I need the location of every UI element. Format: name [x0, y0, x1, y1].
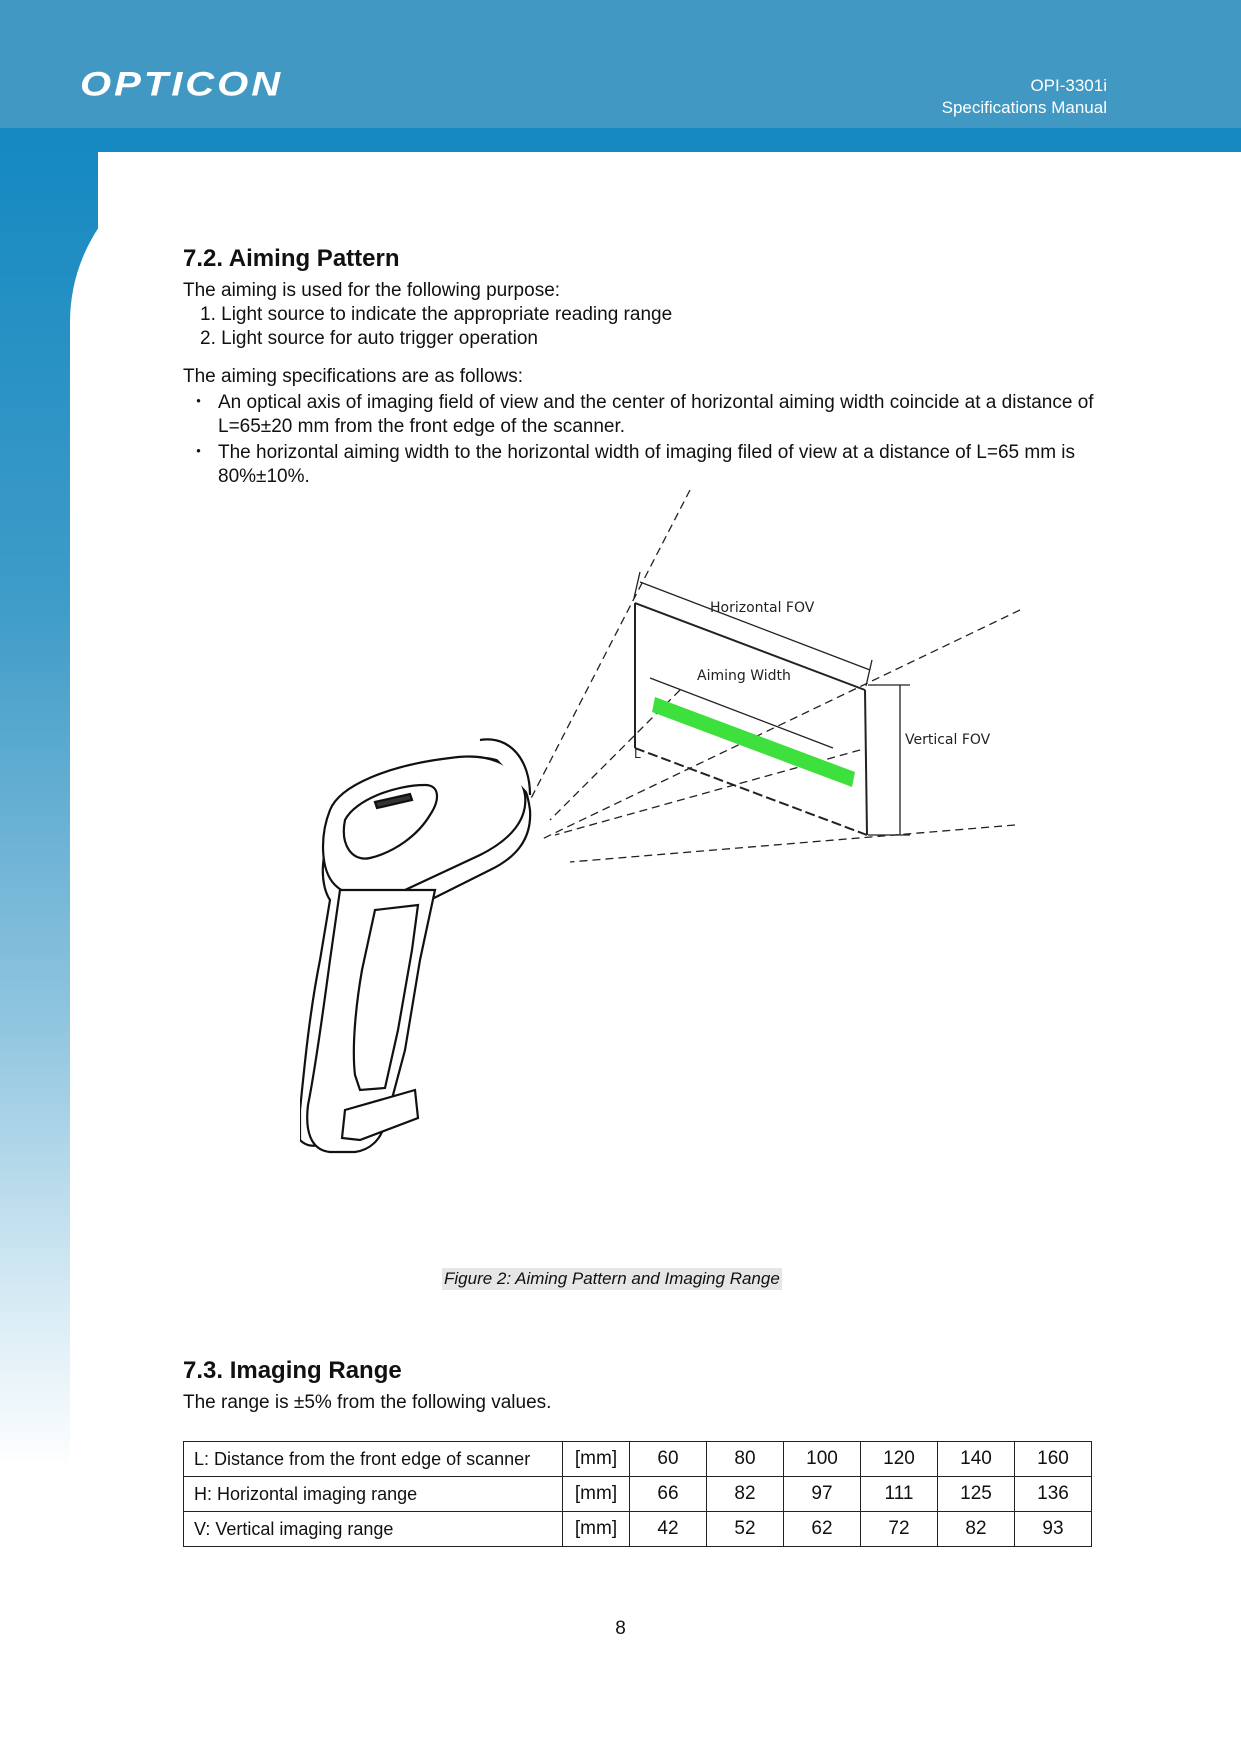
row-label: L: Distance from the front edge of scanner: [184, 1442, 563, 1477]
table-cell: 160: [1015, 1442, 1092, 1477]
horizontal-fov-label: Horizontal FOV: [710, 600, 815, 616]
dimension-tick: [634, 572, 640, 598]
table-cell: 111: [861, 1477, 938, 1512]
section-aiming: [183, 245, 1103, 491]
spec-text: The horizontal aiming width to the horizontal width of imaging filed of view at a distance of L=65 mm is 80%±10%.: [218, 442, 1076, 487]
figure-caption: Figure 2: Aiming Pattern and Imaging Range: [444, 1269, 780, 1288]
table-cell: 80: [707, 1442, 784, 1477]
spec-text: An optical axis of imaging field of view and the center of horizontal aiming width coincide at a distance of L=65±20 mm from the front edge of the scanner.: [218, 392, 1094, 437]
imaging-range-table: [183, 1441, 1092, 1547]
table-cell: 100: [784, 1442, 861, 1477]
row-unit: [mm]: [563, 1442, 630, 1477]
page-number: 8: [615, 1618, 626, 1639]
spec-intro: The aiming specifications are as follows:: [183, 366, 524, 387]
distance-label: L: [634, 747, 641, 761]
section-heading: 7.3. Imaging Range: [183, 1357, 402, 1384]
list-item: 2. Light source for auto trigger operation: [200, 328, 538, 349]
dimension-tick: [866, 660, 872, 686]
header-strip: [0, 128, 1241, 152]
bullet-icon: ・: [189, 392, 209, 413]
table-cell: 93: [1015, 1512, 1092, 1547]
aiming-intro: The aiming is used for the following purpose:: [183, 280, 561, 301]
table-cell: 125: [938, 1477, 1015, 1512]
fov-ray: [540, 610, 1020, 840]
horizontal-fov-dimension: [640, 582, 870, 670]
doc-type: Specifications Manual: [941, 98, 1107, 117]
opticon-logo: [80, 64, 390, 100]
fov-plane-edge: [635, 748, 867, 835]
table-cell: 120: [861, 1442, 938, 1477]
fov-plane-edge: [865, 690, 867, 835]
table-cell: 82: [707, 1477, 784, 1512]
spec-list: [183, 391, 1103, 489]
table-row: [184, 1512, 1092, 1547]
doc-title: [942, 75, 1107, 119]
aiming-bar: [652, 697, 855, 787]
table-cell: 42: [630, 1512, 707, 1547]
row-label: V: Vertical imaging range: [184, 1512, 563, 1547]
row-unit: [mm]: [563, 1477, 630, 1512]
table-cell: 82: [938, 1512, 1015, 1547]
doc-model: OPI-3301i: [1030, 76, 1107, 95]
table-cell: 52: [707, 1512, 784, 1547]
table-cell: 97: [784, 1477, 861, 1512]
logo-text: OPTICON: [80, 64, 284, 100]
fov-ray: [525, 490, 690, 810]
section-heading: 7.2. Aiming Pattern: [183, 245, 400, 272]
vertical-fov-label: Vertical FOV: [905, 732, 991, 748]
range-intro: The range is ±5% from the following values.: [183, 1392, 552, 1413]
table-cell: 140: [938, 1442, 1015, 1477]
bullet-icon: ・: [189, 442, 209, 463]
table-cell: 66: [630, 1477, 707, 1512]
fov-ray: [570, 825, 1015, 862]
table-row: [184, 1442, 1092, 1477]
list-item: 1. Light source to indicate the appropriate reading range: [200, 304, 673, 325]
aiming-width-label: Aiming Width: [697, 668, 791, 684]
list-item: [183, 441, 1103, 489]
table-cell: 136: [1015, 1477, 1092, 1512]
row-label: H: Horizontal imaging range: [184, 1477, 563, 1512]
table-cell: 60: [630, 1442, 707, 1477]
row-unit: [mm]: [563, 1512, 630, 1547]
table-cell: 62: [784, 1512, 861, 1547]
aiming-diagram: [300, 490, 1040, 1240]
section-imaging-range: [183, 1357, 1103, 1415]
list-item: [183, 391, 1103, 439]
purpose-list: [183, 303, 1103, 351]
table-cell: 72: [861, 1512, 938, 1547]
table-row: [184, 1477, 1092, 1512]
